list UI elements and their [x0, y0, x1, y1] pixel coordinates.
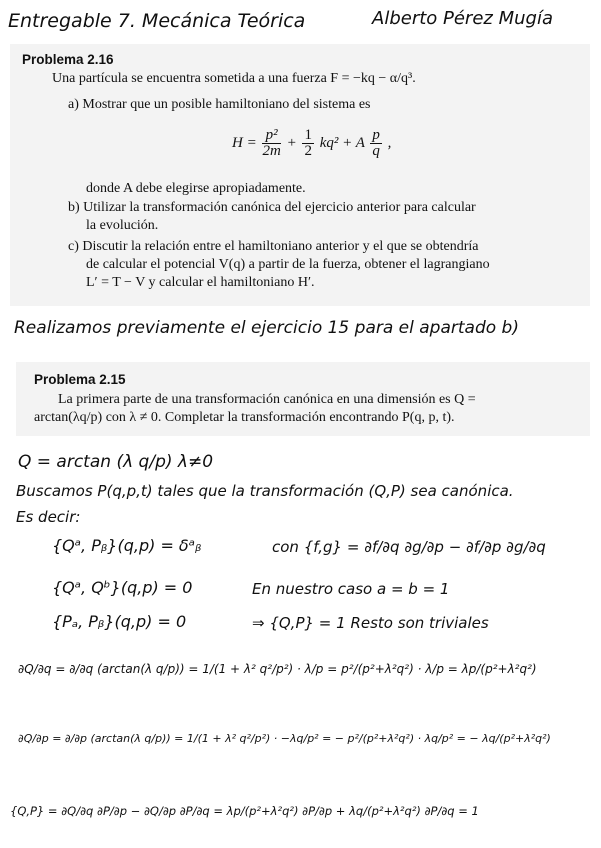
problem-216-part-c-line2: de calcular el potencial V(q) a partir de la fuerza, obtener el lagrangiano [86, 257, 490, 272]
work-condition-pp: {Pₐ, Pᵦ}(q,p) = 0 [52, 612, 187, 631]
problem-216-part-a: a) Mostrar que un posible hamiltoniano del sistema es [68, 97, 371, 112]
document-title: Entregable 7. Mecánica Teórica [8, 10, 306, 32]
handwritten-note: Realizamos previamente el ejercicio 15 para el apartado b) [14, 318, 519, 338]
work-line-goal: Buscamos P(q,p,t) tales que la transformación (Q,P) sea canónica. [16, 482, 514, 500]
problem-215-line2: arctan(λq/p) con λ ≠ 0. Completar la transformación encontrando P(q, p, t). [34, 410, 455, 425]
work-poisson-bracket: {Q,P} = ∂Q/∂q ∂P/∂p − ∂Q/∂p ∂P/∂q = λp/(p²+λ²q²) ∂P/∂p + λq/(p²+λ²q²) ∂P/∂q = 1 [10, 804, 479, 818]
author-name: Alberto Pérez Mugía [372, 8, 553, 29]
work-derivative-p: ∂Q/∂p = ∂/∂p (arctan(λ q/p)) = 1/(1 + λ² q²/p²) · −λq/p² = − p²/(p²+λ²q²) · λq/p² = − λq/(p²+λ²q²) [18, 732, 551, 745]
work-result-qp: ⇒ {Q,P} = 1 Resto son triviales [252, 614, 489, 632]
work-line-es-decir: Es decir: [16, 508, 81, 526]
work-condition-qp: {Qᵃ, Pᵦ}(q,p) = δᵃᵦ [52, 536, 202, 555]
problem-216-statement: Una partícula se encuentra sometida a una fuerza F = −kq − α/q³. [52, 71, 416, 86]
problem-216-part-a-note: donde A debe elegirse apropiadamente. [86, 181, 306, 196]
problem-216-part-c-line1: c) Discutir la relación entre el hamiltoniano anterior y el que se obtendría [68, 239, 479, 254]
problem-216-part-b-line1: b) Utilizar la transformación canónica del ejercicio anterior para calcular [68, 200, 476, 215]
problem-215-heading: Problema 2.15 [34, 372, 126, 387]
problem-216-part-b-line2: la evolución. [86, 218, 159, 233]
work-poisson-definition: con {f,g} = ∂f/∂q ∂g/∂p − ∂f/∂p ∂g/∂q [272, 538, 546, 556]
problem-216-heading: Problema 2.16 [22, 52, 114, 67]
problem-216-part-c-line3: L′ = T − V y calcular el hamiltoniano H′. [86, 275, 315, 290]
work-line-transformation: Q = arctan (λ q/p) λ≠0 [18, 452, 214, 472]
work-condition-qq: {Qᵃ, Qᵇ}(q,p) = 0 [52, 578, 193, 597]
work-case-ab: En nuestro caso a = b = 1 [252, 580, 450, 598]
hamiltonian-equation: H = $\frac{\text{p²}}{2m}$ + $\frac{1}{2}$ kq² + A $\frac{p}{q}$ , [232, 127, 392, 159]
problem-215-line1: La primera parte de una transformación canónica en una dimensión es Q = [58, 392, 476, 407]
work-derivative-q: ∂Q/∂q = ∂/∂q (arctan(λ q/p)) = 1/(1 + λ² q²/p²) · λ/p = p²/(p²+λ²q²) · λ/p = λp/(p²+λ²q²) [18, 662, 537, 676]
